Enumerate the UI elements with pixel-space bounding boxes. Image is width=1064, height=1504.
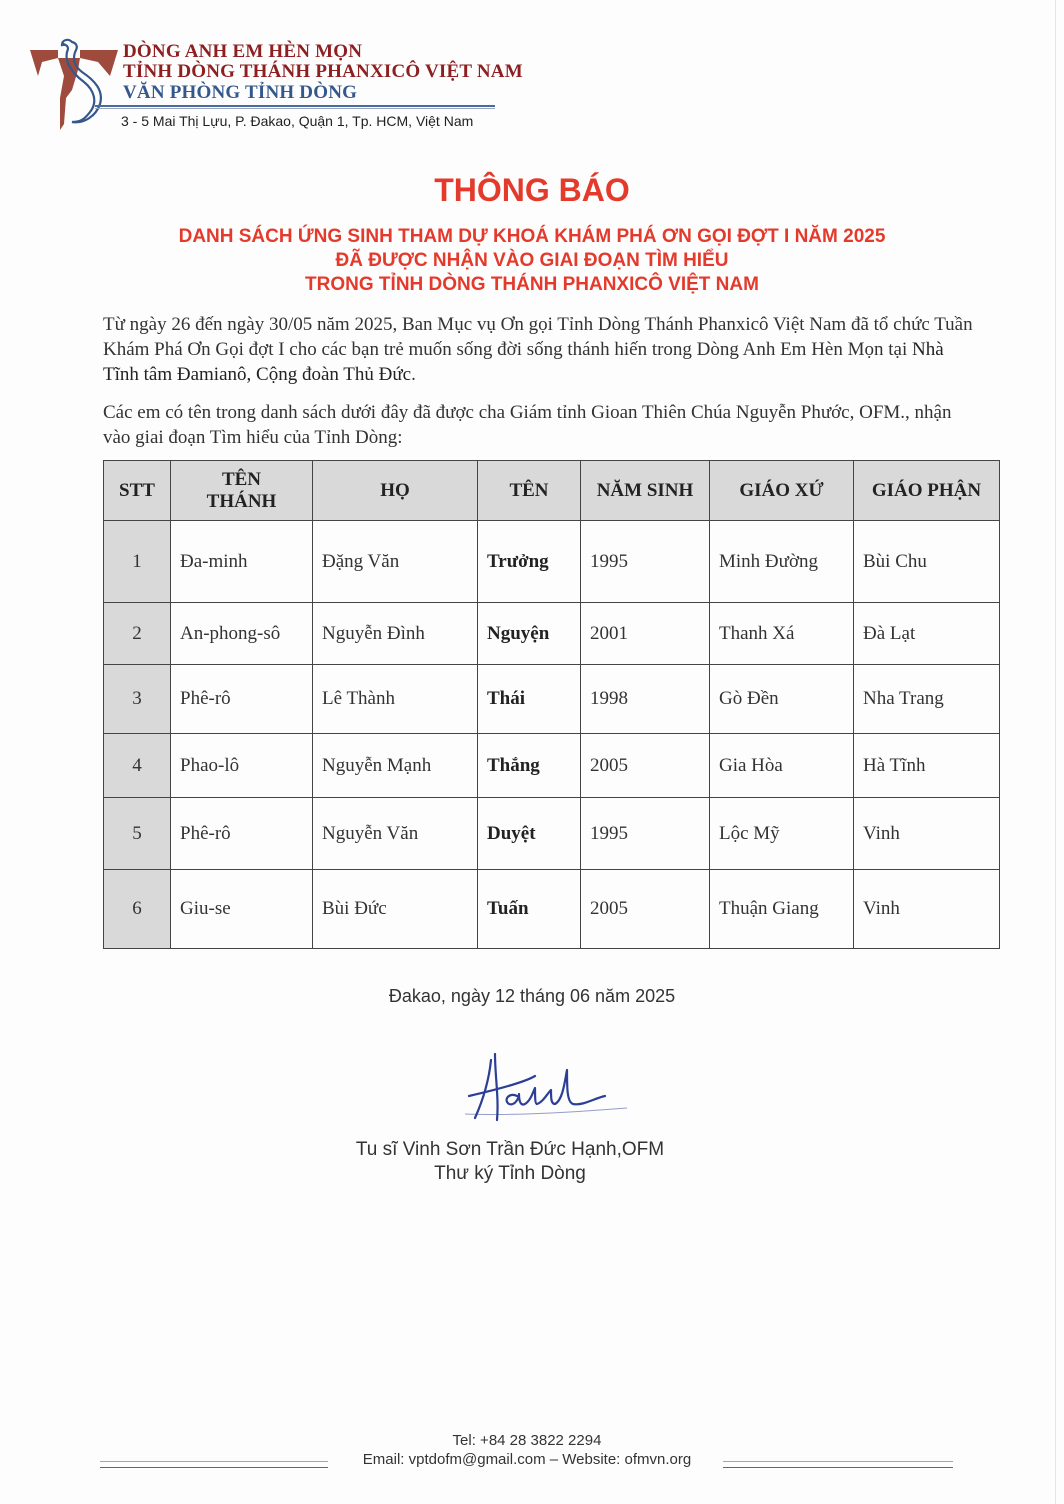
header-giao-xu: GIÁO XỨ [710, 461, 854, 521]
franciscan-dove-cross-icon [28, 36, 120, 132]
table-row [104, 798, 1000, 870]
cell-stt: 5 [104, 798, 171, 870]
cell-giao-phan: Vinh [854, 870, 1000, 949]
cell-ten: Thắng [478, 734, 581, 798]
retreat-house-name: Nhà Tĩnh tâm Đamianô, Cộng đoàn Thủ Đức [103, 339, 944, 385]
subtitle-line-1: DANH SÁCH ỨNG SINH THAM DỰ KHOÁ KHÁM PHÁ ƠN GỌI ĐỢT I NĂM 2025 [178, 226, 886, 247]
office-name: VĂN PHÒNG TỈNH DÒNG [123, 82, 358, 103]
cell-ten: Tuấn [478, 870, 581, 949]
cell-nam-sinh: 1998 [581, 665, 710, 734]
acceptance-paragraph: Các em có tên trong danh sách dưới đây đã được cha Giám tỉnh Gioan Thiên Chúa Nguyễn Phước, OFM., nhận vào giai đoạn Tìm hiểu của Tỉnh Dòng: [103, 402, 952, 448]
cell-stt: 3 [104, 665, 171, 734]
cell-ten: Trưởng [478, 521, 581, 603]
cell-nam-sinh: 1995 [581, 798, 710, 870]
cell-ho: Lê Thành [313, 665, 478, 734]
cell-stt: 6 [104, 870, 171, 949]
cell-ten-thanh: Phao-lô [171, 734, 313, 798]
cell-ten-thanh: Giu-se [171, 870, 313, 949]
intro-text: Từ ngày 26 đến ngày 30/05 năm 2025, Ban Mục vụ Ơn gọi Tỉnh Dòng Thánh Phanxicô Việt Nam đã tổ chức Tuần Khám Phá Ơn Gọi đợt I cho các bạn trẻ muốn sống đời sống thánh hiến trong Dòng Anh Em Hèn Mọn tại [103, 314, 973, 360]
cell-ten-thanh: An-phong-sô [171, 603, 313, 665]
cell-giao-xu: Thanh Xá [710, 603, 854, 665]
cell-giao-phan: Bùi Chu [854, 521, 1000, 603]
footer-divider-right [723, 1461, 953, 1468]
table-row [104, 734, 1000, 798]
cell-giao-phan: Nha Trang [854, 665, 1000, 734]
header-ho: HỌ [313, 461, 478, 521]
letterhead-divider-thin [95, 108, 495, 109]
subtitle-line-2: ĐÃ ĐƯỢC NHẬN VÀO GIAI ĐOẠN TÌM HIỂU [335, 250, 729, 271]
table-row [104, 870, 1000, 949]
cell-giao-xu: Thuận Giang [710, 870, 854, 949]
header-ten: TÊN [478, 461, 581, 521]
org-address: 3 - 5 Mai Thị Lựu, P. Đakao, Quận 1, Tp. HCM, Việt Nam [121, 113, 474, 129]
cell-giao-xu: Gò Đền [710, 665, 854, 734]
intro-paragraph [103, 312, 973, 387]
header-ten-thanh-line1: TÊN [221, 468, 262, 490]
cell-ten-thanh: Phê-rô [171, 665, 313, 734]
issue-date: Đakao, ngày 12 tháng 06 năm 2025 [388, 986, 676, 1006]
page-edge [1055, 0, 1056, 1504]
org-name-line-1: DÒNG ANH EM HÈN MỌN [123, 41, 363, 62]
header-stt: STT [104, 461, 171, 521]
cell-giao-xu: Minh Đường [710, 521, 854, 603]
intro-end: . [411, 364, 416, 385]
cell-ten: Nguyện [478, 603, 581, 665]
signatory-name: Tu sĩ Vinh Sơn Trần Đức Hạnh,OFM [355, 1139, 665, 1160]
table-row [104, 521, 1000, 603]
document-title: THÔNG BÁO [434, 172, 630, 208]
cell-ho: Nguyễn Mạnh [313, 734, 478, 798]
cell-nam-sinh: 2005 [581, 870, 710, 949]
header-ten-thanh-line2: THÁNH [206, 490, 277, 512]
cell-nam-sinh: 1995 [581, 521, 710, 603]
cell-giao-xu: Gia Hòa [710, 734, 854, 798]
footer-phone: Tel: +84 28 3822 2294 [452, 1432, 602, 1449]
cell-nam-sinh: 2005 [581, 734, 710, 798]
letterhead-divider [95, 105, 495, 107]
cell-giao-xu: Lộc Mỹ [710, 798, 854, 870]
subtitle-line-3: TRONG TỈNH DÒNG THÁNH PHANXICÔ VIỆT NAM [305, 274, 759, 295]
header-giao-phan: GIÁO PHẬN [854, 461, 1000, 521]
org-name-line-2: TỈNH DÒNG THÁNH PHANXICÔ VIỆT NAM [123, 61, 523, 82]
cell-giao-phan: Vinh [854, 798, 1000, 870]
cell-ten: Thái [478, 665, 581, 734]
cell-stt: 2 [104, 603, 171, 665]
cell-ten: Duyệt [478, 798, 581, 870]
cell-ten-thanh: Đa-minh [171, 521, 313, 603]
cell-stt: 1 [104, 521, 171, 603]
cell-ten-thanh: Phê-rô [171, 798, 313, 870]
header-ten-thanh [171, 461, 313, 521]
cell-stt: 4 [104, 734, 171, 798]
cell-nam-sinh: 2001 [581, 603, 710, 665]
cell-giao-phan: Hà Tĩnh [854, 734, 1000, 798]
table-row [104, 665, 1000, 734]
cell-ho: Bùi Đức [313, 870, 478, 949]
candidate-table [103, 460, 1000, 949]
cell-giao-phan: Đà Lạt [854, 603, 1000, 665]
cell-ho: Nguyễn Văn [313, 798, 478, 870]
table-row [104, 603, 1000, 665]
header-nam-sinh: NĂM SINH [581, 461, 710, 521]
signatory-role: Thư ký Tỉnh Dòng [434, 1163, 586, 1184]
cell-ho: Nguyễn Đình [313, 603, 478, 665]
cell-ho: Đặng Văn [313, 521, 478, 603]
handwritten-signature [455, 1040, 635, 1130]
table-header-row [104, 461, 1000, 521]
footer-email-website: Email: vptdofm@gmail.com – Website: ofmvn.org [362, 1451, 692, 1468]
